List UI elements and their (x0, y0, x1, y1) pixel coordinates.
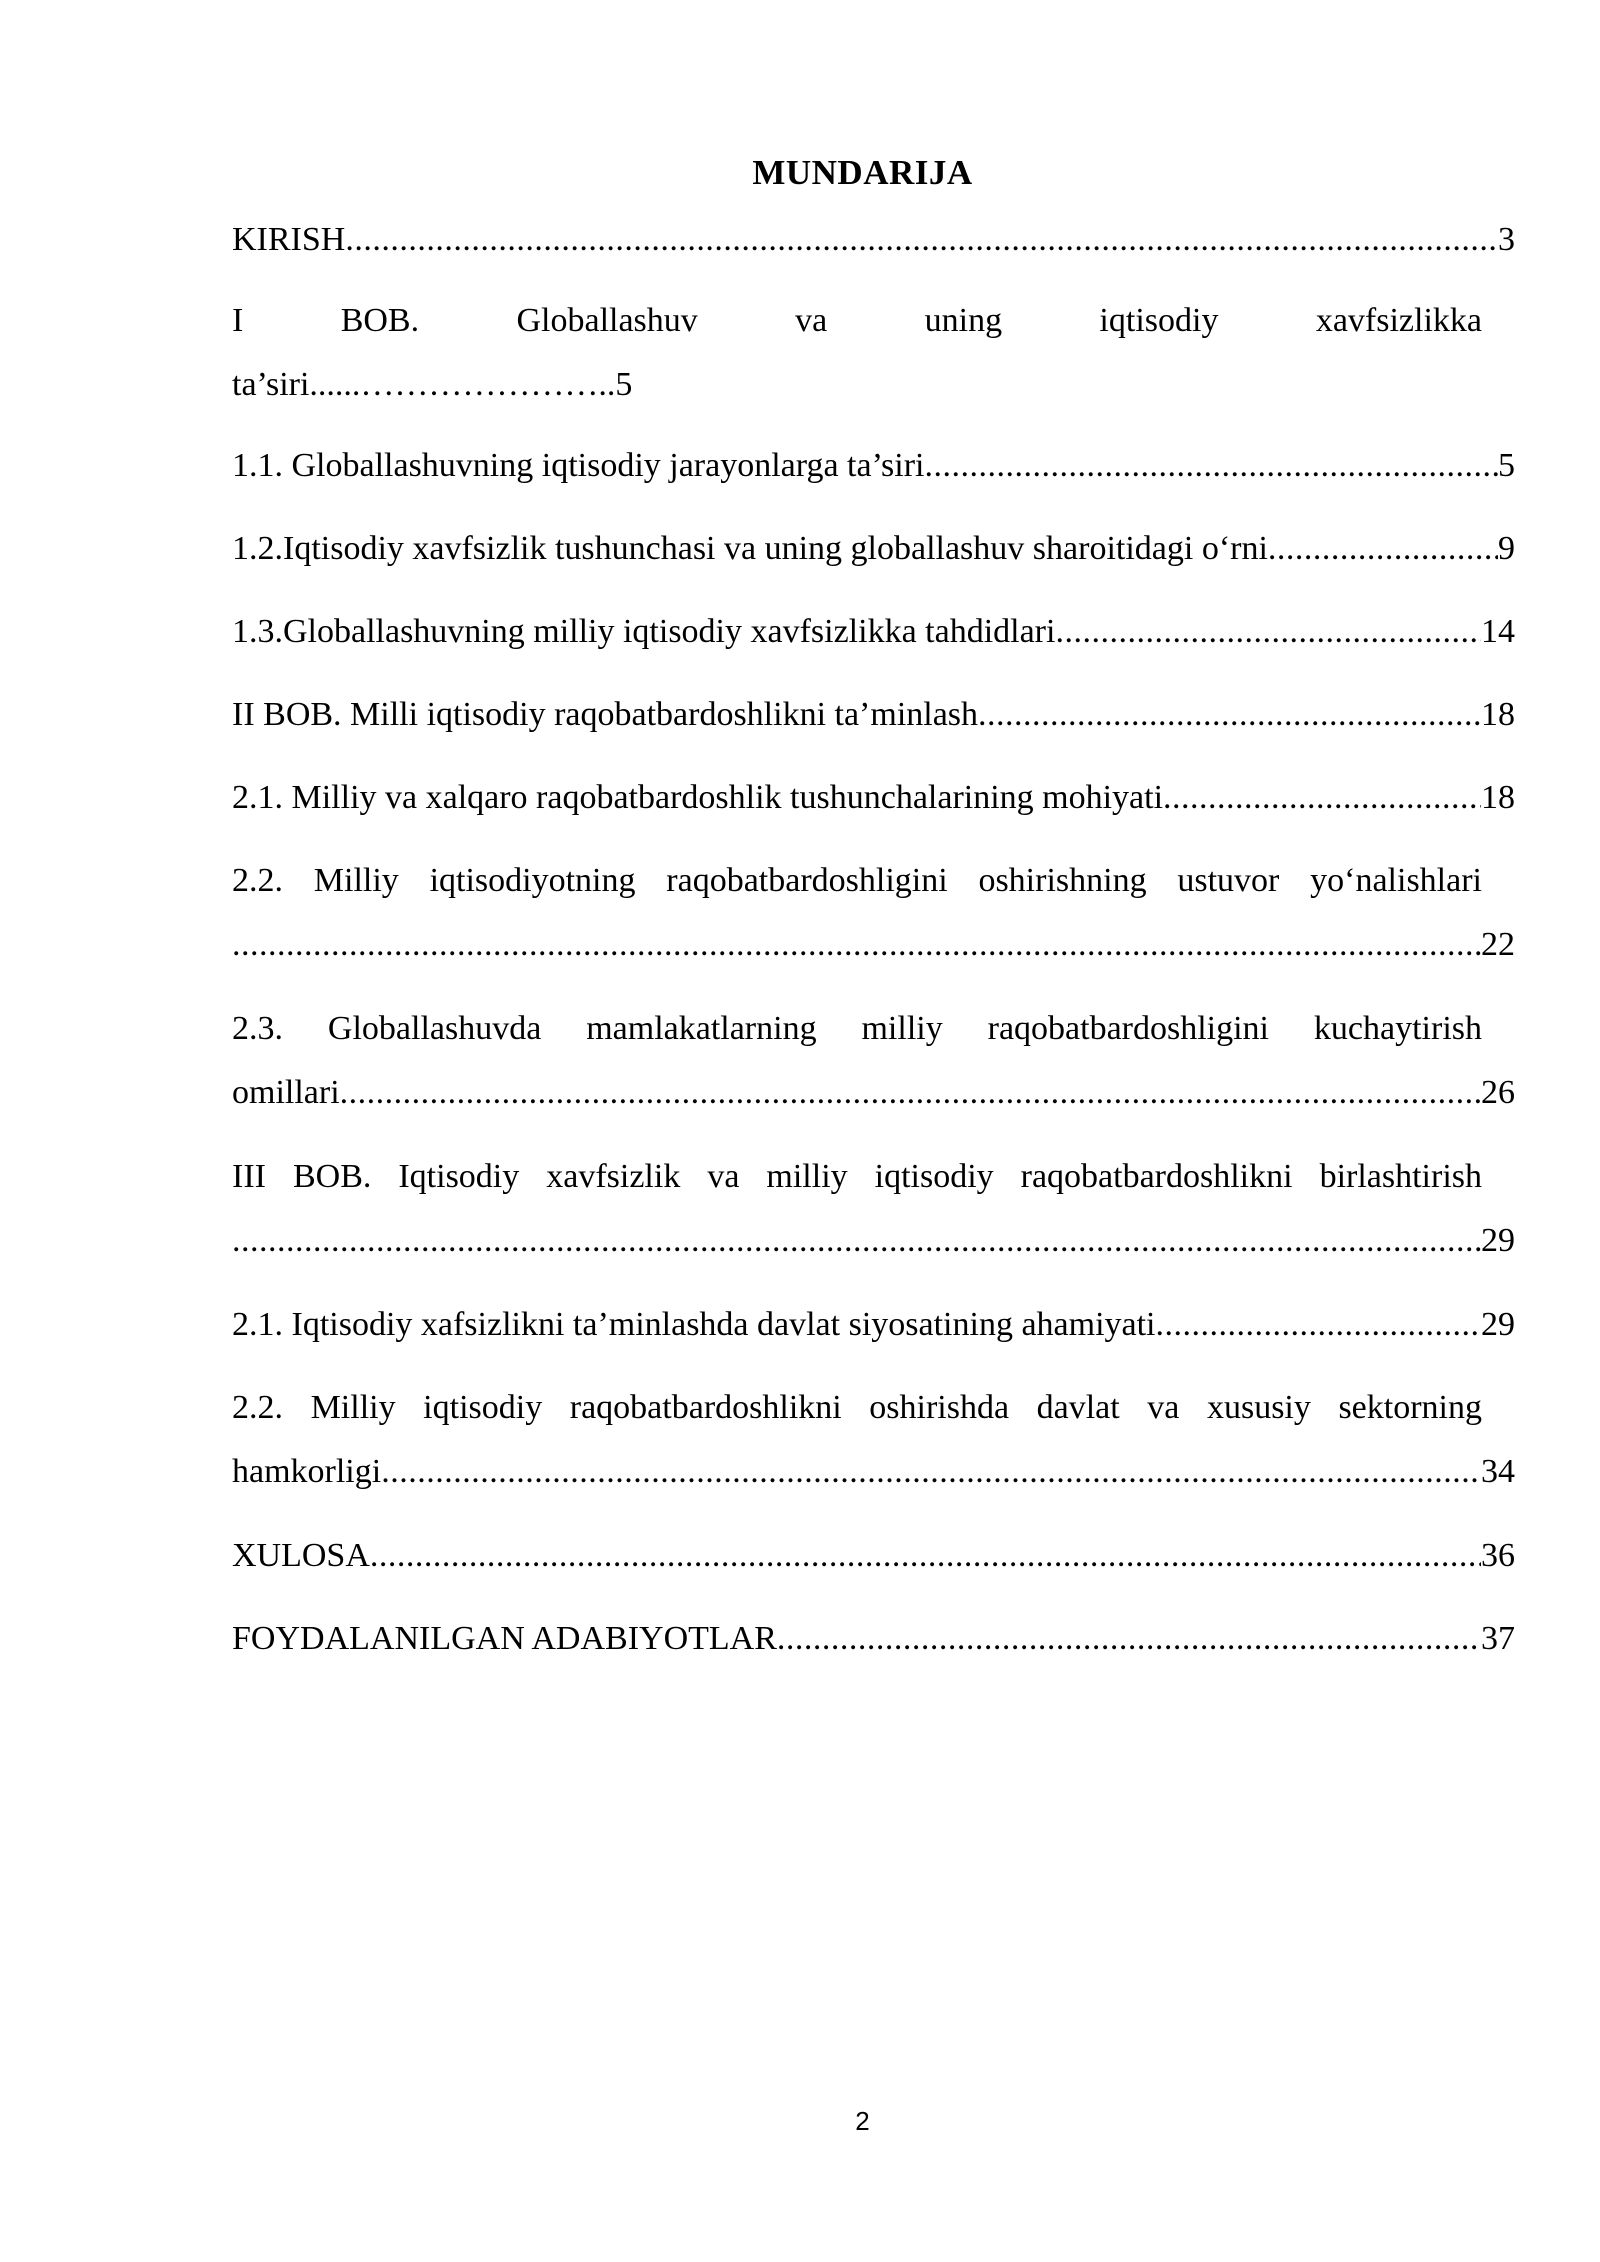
toc-entry-1-2[interactable] (232, 517, 1515, 581)
toc-entry-label: 1.3.Globallashuvning milliy iqtisodiy xavfsizlikka tahdidlari (232, 613, 1056, 650)
toc-entry-label: FOYDALANILGAN ADABIYOTLAR (232, 1620, 777, 1657)
toc-entry-label: KIRISH (232, 221, 346, 258)
toc-entry-label-continued: ta’siri......…………………..5 (232, 366, 633, 403)
toc-page-number: 3 (1498, 221, 1515, 258)
toc-page-number: 29 (1481, 1222, 1515, 1259)
toc-page-number: 18 (1481, 779, 1515, 816)
toc-entry-chapter-2[interactable] (232, 683, 1515, 747)
page-number: 2 (855, 2106, 870, 2136)
toc-entry-label: 1.2.Iqtisodiy xavfsizlik tushunchasi va uning globallashuv sharoitidagi o‘rni (232, 530, 1268, 567)
toc-entry-2-3[interactable] (232, 997, 1515, 1125)
page-title: MUNDARIJA (752, 153, 973, 192)
toc-entry-chapter-1[interactable] (232, 289, 1515, 417)
dot-leader (1268, 517, 1498, 581)
toc-page-number: 26 (1481, 1074, 1515, 1111)
toc-entry-label: 2.3. Globallashuvda mamlakatlarning milliy raqobatbardoshligini kuchaytirish (232, 1010, 1482, 1047)
dot-leader (978, 683, 1481, 747)
dot-leader (777, 1607, 1481, 1671)
toc-page-number: 34 (1481, 1453, 1515, 1490)
toc-entry-label-continued: omillari (232, 1074, 340, 1111)
toc-entry-label-continued: hamkorligi (232, 1453, 382, 1490)
dot-leader (1055, 600, 1481, 664)
toc-entry-label: III BOB. Iqtisodiy xavfsizlik va milliy iqtisodiy raqobatbardoshlikni birlashtirish (232, 1158, 1482, 1195)
toc-entry-1-1[interactable] (232, 434, 1515, 498)
dot-leader (232, 913, 1481, 977)
toc-page-number: 36 (1481, 1537, 1515, 1574)
dot-leader (381, 1440, 1481, 1504)
toc-entry-references[interactable] (232, 1607, 1515, 1671)
toc-entry-label: 1.1. Globallashuvning iqtisodiy jarayonlarga ta’siri (232, 447, 925, 484)
dot-leader (924, 434, 1498, 498)
toc-page-number: 18 (1481, 696, 1515, 733)
toc-entry-label: 2.1. Iqtisodiy xafsizlikni ta’minlashda davlat siyosatining ahamiyati (232, 1306, 1156, 1343)
dot-leader (232, 1209, 1481, 1273)
dot-leader (345, 208, 1498, 272)
toc-page-number: 9 (1498, 530, 1515, 567)
toc-entry-3-2[interactable] (232, 1376, 1515, 1504)
toc-entry-1-3[interactable] (232, 600, 1515, 664)
toc-page-number: 29 (1481, 1306, 1515, 1343)
toc-entry-2-2[interactable] (232, 849, 1515, 977)
dot-leader (1163, 766, 1481, 830)
toc-entry-2-1[interactable] (232, 766, 1515, 830)
toc-page-number: 14 (1481, 613, 1515, 650)
dot-leader (340, 1061, 1481, 1125)
dot-leader (370, 1524, 1481, 1588)
toc-entry-kirish[interactable] (232, 208, 1515, 272)
toc-entry-label: 2.1. Milliy va xalqaro raqobatbardoshlik tushunchalarining mohiyati (232, 779, 1164, 816)
toc-entry-label: 2.2. Milliy iqtisodiy raqobatbardoshlikni oshirishda davlat va xususiy sektorning (232, 1389, 1482, 1426)
toc-page-number: 37 (1481, 1620, 1515, 1657)
toc-entry-label: I BOB. Globallashuv va uning iqtisodiy xavfsizlikka (232, 302, 1482, 339)
toc-entry-xulosa[interactable] (232, 1524, 1515, 1588)
dot-leader (1156, 1293, 1482, 1357)
toc-entry-3-1[interactable] (232, 1293, 1515, 1357)
toc-page-number: 22 (1481, 926, 1515, 963)
toc-entry-chapter-3[interactable] (232, 1145, 1515, 1273)
toc-entry-label: 2.2. Milliy iqtisodiyotning raqobatbardoshligini oshirishning ustuvor yo‘nalishlari (232, 862, 1482, 899)
toc-entry-label: XULOSA (232, 1537, 370, 1574)
toc-page-number: 5 (1498, 447, 1515, 484)
toc-entry-label: II BOB. Milli iqtisodiy raqobatbardoshlikni ta’minlash (232, 696, 979, 733)
